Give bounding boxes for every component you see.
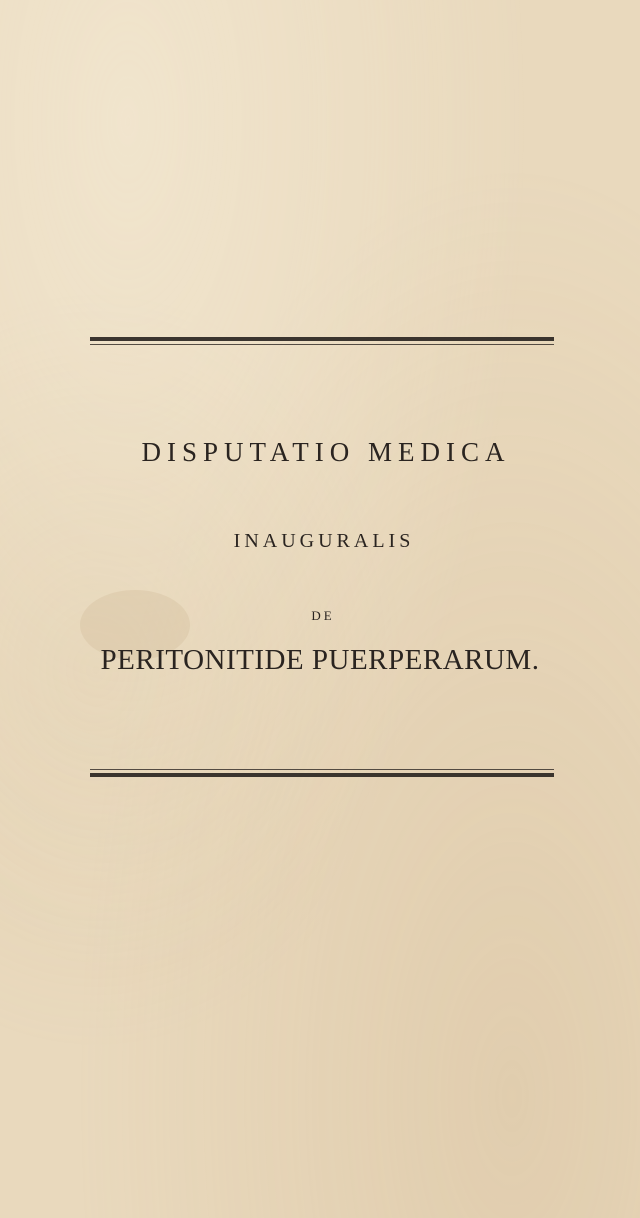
top-rule-thin-line bbox=[90, 344, 554, 345]
title-disputatio-medica: DISPUTATIO MEDICA bbox=[141, 437, 511, 467]
bottom-rule-thick-line bbox=[90, 773, 554, 777]
top-double-rule bbox=[90, 337, 554, 345]
title-peritonitide-puerperarum: PERITONITIDE PUERPERARUM. bbox=[100, 644, 540, 676]
bottom-rule-thin-line bbox=[90, 769, 554, 770]
bottom-double-rule bbox=[90, 769, 554, 777]
title-de: DE bbox=[311, 608, 335, 623]
title-inauguralis: INAUGURALIS bbox=[233, 530, 415, 552]
top-rule-thick-line bbox=[90, 337, 554, 341]
